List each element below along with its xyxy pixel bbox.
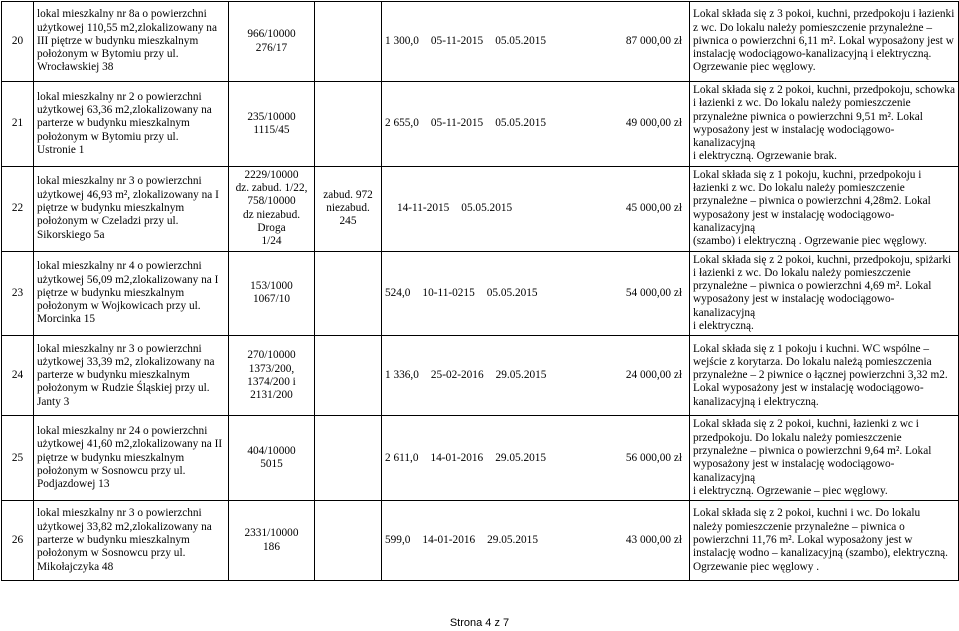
valuation-date: 05.05.2015	[486, 286, 538, 299]
valuation-date: 29.05.2015	[487, 533, 538, 546]
valuation-date: 05.05.2015	[495, 117, 547, 130]
row-number: 25	[2, 416, 34, 501]
text-line: Sikorskiego 5a	[37, 228, 105, 241]
text-line: lokal mieszkalny nr 4 o powierzchni	[37, 260, 202, 273]
text-line: Lokal składa się z 1 pokoju, kuchni, przedpokoju i	[693, 168, 922, 181]
unit-description	[34, 82, 229, 167]
unit-description	[34, 416, 229, 501]
text-line: Ogrzewanie piec węglowy.	[693, 61, 816, 74]
unit-description	[34, 336, 229, 416]
plot-area: 524,0	[385, 286, 411, 299]
row-number: 20	[2, 2, 34, 82]
share-and-plot	[229, 416, 315, 501]
unit-details	[690, 416, 959, 501]
text-line: lokal mieszkalny nr 3 o powierzchni	[37, 507, 202, 520]
text-line: położonym w Sosnowcu przy ul.	[37, 547, 186, 560]
text-line: powierzchni 11,76 m². Lokal wyposażony jest w	[693, 533, 913, 546]
text-line: Mikołajczyka 48	[37, 560, 114, 573]
unit-description	[34, 501, 229, 581]
text-line: Ustronie 1	[37, 143, 85, 156]
price: 54 000,00 zł	[625, 286, 682, 299]
plot-area: 2 611,0	[385, 451, 419, 464]
text-line: 966/10000	[247, 28, 296, 41]
text-line: lokal mieszkalny nr 8a o powierzchni	[37, 8, 207, 21]
text-line: Lokal składa się z 1 pokoju i kuchni. WC wspólne –	[693, 342, 930, 355]
text-line: parterze w budynku mieszkalnym	[37, 533, 190, 546]
text-line: przedpokoju. Do lokalu należy pomieszczenie	[693, 431, 902, 444]
valuation-date: 29.05.2015	[495, 369, 547, 382]
text-line: użytkowej 33,39 m2, zlokalizowany na	[37, 355, 215, 368]
auction-date: 05-11-2015	[430, 34, 484, 47]
text-line: Morcinka 15	[37, 313, 96, 326]
row-number: 26	[2, 501, 34, 581]
plot-area: 599,0	[385, 533, 411, 546]
plot-area-split	[315, 501, 382, 581]
text-line: instalację wodociągowo-kanalizacyjną i elektryczną.	[693, 48, 932, 61]
unit-details	[690, 501, 959, 581]
text-line: parterze w budynku mieszkalnym	[37, 369, 190, 382]
text-line: 2229/10000	[244, 168, 299, 181]
text-line: dz niezabud. Droga	[242, 208, 301, 234]
text-line: kanalizacyjną i elektryczną.	[693, 395, 819, 408]
auction-date: 14-11-2015	[397, 202, 450, 215]
text-line: Lokal składa się z 2 pokoi, kuchni, łazienki z wc i	[693, 418, 919, 431]
unit-details	[690, 251, 959, 336]
text-line: Lokal składa się z 3 pokoi, kuchni, przedpokoju i łazienki	[693, 8, 955, 21]
text-line: lokal mieszkalny nr 3 o powierzchni	[37, 342, 202, 355]
text-line: 1067/10	[252, 293, 291, 306]
text-line: 153/1000	[250, 280, 293, 293]
share-and-plot	[229, 336, 315, 416]
text-line: dz. zabud. 1/22,	[235, 182, 308, 195]
valuation-date: 05.05.2015	[461, 202, 513, 215]
area-dates-price	[382, 2, 690, 82]
text-line: użytkowej 56,09 m2,zlokalizowany na I	[37, 273, 219, 286]
text-line: piwnica o powierzchni 6,11 m². Lokal wyposażony jest w	[693, 34, 954, 47]
text-line: Wrocławskiej 38	[37, 61, 114, 74]
text-line: przynależne – 2 piwnice o łącznej powierzchni 3,32 m2.	[693, 369, 948, 382]
plot-area: 1 336,0	[385, 369, 419, 382]
text-line: instalację wodno – kanalizacyjną (szambo), elektryczną.	[693, 547, 949, 560]
share-and-plot	[229, 251, 315, 336]
price: 56 000,00 zł	[625, 451, 682, 464]
unit-description	[34, 166, 229, 251]
auction-date: 05-11-2015	[430, 117, 484, 130]
text-line: zabud. 972	[323, 188, 373, 201]
text-line: 2331/10000	[244, 527, 299, 540]
text-line: 186	[263, 540, 280, 553]
text-line: lokal mieszkalny nr 3 o powierzchni	[37, 175, 202, 188]
text-line: położonym w Bytomiu przy ul.	[37, 48, 179, 61]
text-line: należy pomieszczenie przynależne – piwnica o	[693, 520, 905, 533]
area-dates-price	[382, 336, 690, 416]
text-line: Ogrzewanie piec węglowy .	[693, 560, 820, 573]
area-dates-price	[382, 416, 690, 501]
price: 24 000,00 zł	[625, 369, 682, 382]
plot-area: 1 300,0	[385, 34, 419, 47]
table-row	[2, 501, 959, 581]
text-line: 235/10000	[247, 110, 296, 123]
text-line: wejście z korytarza. Do lokalu należą pomieszczenia	[693, 355, 932, 368]
text-line: piętrze w budynku mieszkalnym	[37, 286, 185, 299]
auction-date: 10-11-0215	[422, 286, 475, 299]
valuation-date: 29.05.2015	[495, 451, 547, 464]
share-and-plot	[229, 82, 315, 167]
text-line: i elektryczną. Ogrzewanie brak.	[693, 150, 837, 163]
unit-details	[690, 336, 959, 416]
text-line: niezabud. 245	[326, 202, 370, 228]
text-line: parterze w budynku mieszkalnym	[37, 117, 190, 130]
text-line: przynależne piwnica o powierzchni 9,51 m². Lokal	[693, 110, 923, 123]
text-line: Lokal składa się z 2 pokoi, kuchni i wc. Do lokalu	[693, 507, 921, 520]
text-line: z wc. Do lokalu należy pomieszczenie przynależne –	[693, 21, 933, 34]
text-line: użytkowej 110,55 m2,zlokalizowany na	[37, 21, 217, 34]
text-line: użytkowej 33,82 m2,zlokalizowany na	[37, 520, 212, 533]
table-row	[2, 416, 959, 501]
text-line: położonym w Sosnowcu przy ul.	[37, 464, 186, 477]
text-line: i łazienki z wc. Do lokalu należy pomieszczenie	[693, 97, 911, 110]
unit-details	[690, 82, 959, 167]
table-row	[2, 336, 959, 416]
text-line: piętrze w budynku mieszkalnym	[37, 202, 185, 215]
text-line: 2131/200	[250, 389, 293, 402]
table-row	[2, 166, 959, 251]
text-line: piętrze w budynku mieszkalnym	[37, 451, 185, 464]
text-line: położonym w Wojkowicach przy ul.	[37, 300, 201, 313]
row-number: 23	[2, 251, 34, 336]
text-line: lokal mieszkalny nr 2 o powierzchni	[37, 90, 202, 103]
price: 87 000,00 zł	[625, 34, 682, 47]
unit-details	[690, 2, 959, 82]
auction-date: 14-01-2016	[422, 533, 476, 546]
text-line: przynależne – piwnica o powierzchni 4,69 m². Lokal	[693, 280, 932, 293]
auction-date: 25-02-2016	[430, 369, 484, 382]
text-line: wyposażony jest w instalację wodociągowo-kanalizacyjną	[693, 208, 895, 234]
valuation-date: 05.05.2015	[495, 34, 547, 47]
text-line: Lokal składa się z 2 pokoi, kuchni, przedpokoju, schowka	[693, 84, 955, 96]
text-line: (szambo) i elektryczną . Ogrzewanie piec węglowy.	[693, 235, 927, 248]
plot-area-split	[315, 82, 382, 167]
price: 43 000,00 zł	[625, 533, 682, 546]
text-line: wyposażony jest w instalację wodociągowo-kanalizacyjną	[693, 458, 895, 484]
text-line: położonym w Rudzie Śląskiej przy ul.	[37, 382, 210, 395]
text-line: 1115/45	[253, 123, 290, 136]
plot-area-split	[315, 416, 382, 501]
plot-area: 2 655,0	[385, 117, 419, 130]
share-and-plot	[229, 166, 315, 251]
text-line: Podjazdowej 13	[37, 478, 110, 491]
area-dates-price	[382, 82, 690, 167]
property-table	[1, 1, 959, 581]
plot-area-split	[315, 2, 382, 82]
row-number: 24	[2, 336, 34, 416]
text-line: przynależne – piwnica o powierzchni 4,28m2. Lokal	[693, 195, 931, 208]
text-line: i elektryczną.	[693, 320, 754, 333]
share-and-plot	[229, 501, 315, 581]
text-line: Lokal składa się z 2 pokoi, kuchni, przedpokoju, spiżarki	[693, 253, 952, 266]
text-line: i elektryczną. Ogrzewanie – piec węglowy.	[693, 484, 888, 497]
unit-description	[34, 2, 229, 82]
price: 45 000,00 zł	[625, 202, 682, 215]
area-dates-price	[382, 501, 690, 581]
text-line: wyposażony jest w instalację wodociągowo-kanalizacyjną	[693, 123, 895, 150]
page-footer: Strona 4 z 7	[449, 617, 510, 629]
text-line: lokal mieszkalny nr 24 o powierzchni	[37, 424, 208, 437]
text-line: położonym w Bytomiu przy ul.	[37, 130, 179, 143]
share-and-plot	[229, 2, 315, 82]
text-line: użytkowej 63,36 m2,zlokalizowany na	[37, 103, 212, 116]
row-number: 22	[2, 166, 34, 251]
text-line: 404/10000	[247, 444, 296, 457]
table-row	[2, 82, 959, 167]
text-line: użytkowej 46,93 m², zlokalizowany na I	[37, 188, 219, 201]
plot-area-split	[315, 336, 382, 416]
row-number: 21	[2, 82, 34, 167]
text-line: położonym w Czeladzi przy ul.	[37, 215, 179, 228]
plot-area-split	[315, 251, 382, 336]
price: 49 000,00 zł	[625, 117, 682, 130]
text-line: III piętrze w budynku mieszkalnym	[37, 34, 199, 47]
table-row	[2, 251, 959, 336]
plot-area-split	[315, 166, 382, 251]
table-row	[2, 2, 959, 82]
area-dates-price	[382, 166, 690, 251]
text-line: 1373/200, 1374/200 i	[247, 362, 296, 388]
text-line: przynależne – piwnica o powierzchni 9,64 m². Lokal	[693, 444, 932, 457]
unit-details	[690, 166, 959, 251]
text-line: 758/10000	[247, 195, 296, 208]
text-line: użytkowej 41,60 m2,zlokalizowany na II	[37, 438, 223, 451]
text-line: Lokal wyposażony jest w instalację wodociągowo-	[693, 382, 924, 395]
text-line: wyposażony jest w instalację wodociągowo-kanalizacyjną	[693, 293, 895, 319]
unit-description	[34, 251, 229, 336]
text-line: łazienki z wc. Do lokalu należy pomieszczenie	[693, 182, 905, 195]
text-line: 5015	[260, 458, 283, 471]
text-line: Janty 3	[37, 395, 70, 408]
text-line: 276/17	[255, 41, 288, 54]
text-line: 270/10000	[247, 349, 296, 362]
auction-date: 14-01-2016	[430, 451, 484, 464]
text-line: i łazienki z wc. Do lokalu należy pomieszczenie	[693, 266, 911, 279]
text-line: 1/24	[261, 235, 282, 248]
area-dates-price	[382, 251, 690, 336]
